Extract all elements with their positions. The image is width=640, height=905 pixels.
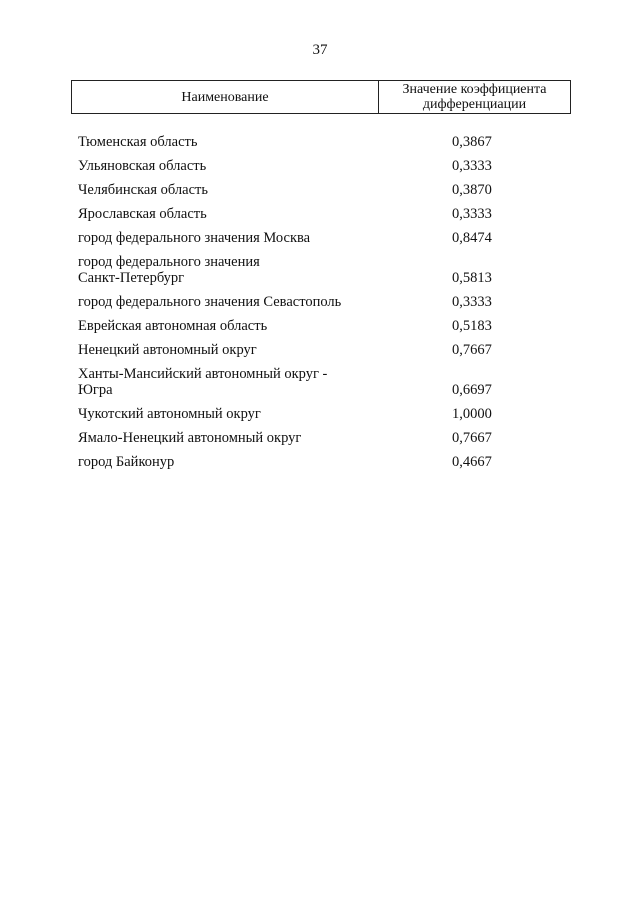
table-row	[78, 182, 538, 198]
coefficient-value: 0,3333	[452, 294, 492, 310]
table-row	[78, 454, 538, 470]
region-name-line: Ямало-Ненецкий автономный округ	[78, 430, 302, 446]
region-name	[78, 158, 452, 174]
column-header-value	[379, 81, 570, 113]
region-name-line: Чукотский автономный округ	[78, 406, 261, 422]
table-body	[78, 134, 538, 478]
coefficient-value: 0,7667	[452, 342, 492, 358]
table-row	[78, 158, 538, 174]
region-name-line: Челябинская область	[78, 182, 208, 198]
coefficient-value: 0,5183	[452, 318, 492, 334]
table-row	[78, 254, 538, 286]
table-row	[78, 342, 538, 358]
region-name	[78, 342, 452, 358]
region-name	[78, 230, 452, 246]
coefficient-value: 0,3867	[452, 134, 492, 150]
region-name	[78, 430, 452, 446]
region-name-line: Ненецкий автономный округ	[78, 342, 257, 358]
region-name	[78, 182, 452, 198]
region-name-line: Еврейская автономная область	[78, 318, 268, 334]
region-name	[78, 254, 452, 286]
region-name-line: Ханты-Мансийский автономный округ -	[78, 366, 328, 382]
table-row	[78, 430, 538, 446]
coefficient-value: 0,6697	[452, 382, 492, 398]
table-header	[71, 80, 571, 114]
column-header-value-line1: Значение коэффициента	[402, 82, 547, 97]
region-name-line: Санкт-Петербург	[78, 270, 185, 286]
table-row	[78, 230, 538, 246]
region-name-line: Ярославская область	[78, 206, 207, 222]
table-row	[78, 318, 538, 334]
column-header-name: Наименование	[72, 81, 379, 113]
region-name-line: Тюменская область	[78, 134, 198, 150]
coefficient-value: 0,7667	[452, 430, 492, 446]
region-name	[78, 294, 452, 310]
region-name-line: город федерального значения Москва	[78, 230, 311, 246]
region-name	[78, 318, 452, 334]
region-name	[78, 366, 452, 398]
column-header-value-line2: дифференциации	[422, 97, 527, 112]
coefficient-value: 0,5813	[452, 270, 492, 286]
page-number: 37	[312, 42, 328, 58]
coefficient-value: 0,3333	[452, 206, 492, 222]
coefficient-value: 0,3870	[452, 182, 492, 198]
table-row	[78, 406, 538, 422]
table-row	[78, 366, 538, 398]
coefficient-value: 0,3333	[452, 158, 492, 174]
table-row	[78, 206, 538, 222]
region-name-line: Ульяновская область	[78, 158, 207, 174]
region-name-line: город Байконур	[78, 454, 175, 470]
region-name-line: Югра	[78, 382, 113, 398]
region-name	[78, 406, 452, 422]
region-name	[78, 206, 452, 222]
coefficient-value: 0,4667	[452, 454, 492, 470]
region-name	[78, 454, 452, 470]
coefficient-value: 0,8474	[452, 230, 492, 246]
region-name	[78, 134, 452, 150]
table-row	[78, 294, 538, 310]
coefficient-value: 1,0000	[452, 406, 492, 422]
table-row	[78, 134, 538, 150]
region-name-line: город федерального значения	[78, 254, 260, 270]
region-name-line: город федерального значения Севастополь	[78, 294, 342, 310]
